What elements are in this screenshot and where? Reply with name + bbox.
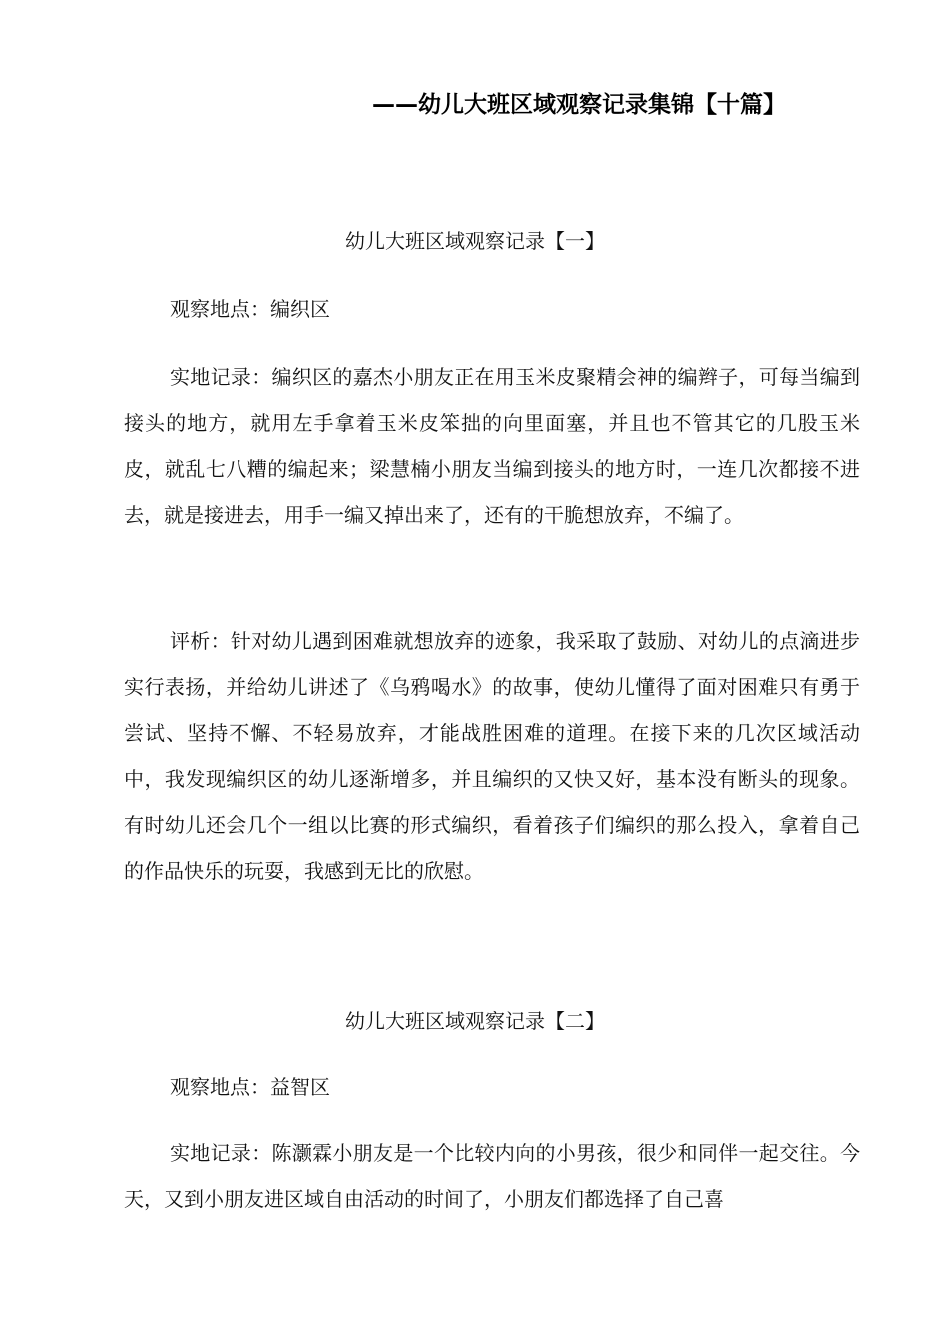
section-heading-2: 幼儿大班区域观察记录【二】	[345, 1009, 605, 1033]
field-record-1: 实地记录：编织区的嘉杰小朋友正在用玉米皮聚精会神的编辫子，可每当编到接头的地方，就用左手拿着玉米皮笨拙的向里面塞，并且也不管其它的几股玉米皮，就乱七八糟的编起来；梁慧楠小朋友当编到接头的地方时，一连几次都接不进去，就是接进去，用手一编又掉出来了，还有的干脆想放弃，不编了。	[124, 365, 860, 527]
observation-location-2: 观察地点：益智区	[170, 1075, 330, 1099]
field-record-2: 实地记录：陈灏霖小朋友是一个比较内向的小男孩，很少和同伴一起交往。今天，又到小朋友进区域自由活动的时间了，小朋友们都选择了自己喜	[124, 1141, 860, 1211]
observation-location-1: 观察地点：编织区	[170, 297, 330, 321]
section-heading-1: 幼儿大班区域观察记录【一】	[345, 229, 605, 253]
document-title: ——幼儿大班区域观察记录集锦【十篇】	[372, 92, 786, 118]
analysis-1: 评析：针对幼儿遇到困难就想放弃的迹象，我采取了鼓励、对幼儿的点滴进步实行表扬，并给幼儿讲述了《乌鸦喝水》的故事，使幼儿懂得了面对困难只有勇于尝试、坚持不懈、不轻易放弃，才能战胜困难的道理。在接下来的几次区域活动中，我发现编织区的幼儿逐渐增多，并且编织的又快又好，基本没有断头的现象。有时幼儿还会几个一组以比赛的形式编织，看着孩子们编织的那么投入，拿着自己的作品快乐的玩耍，我感到无比的欣慰。	[124, 629, 860, 883]
